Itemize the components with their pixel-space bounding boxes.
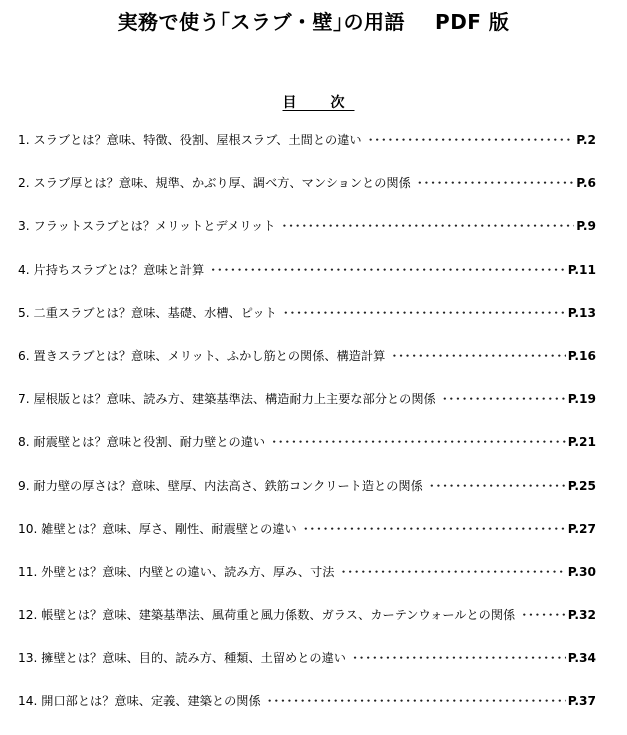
toc-entry-page: P.11	[567, 262, 596, 277]
toc-entry-page: P.16	[567, 348, 596, 363]
toc-entry-label: 11. 外壁とは？意味、内壁との違い、読み方、厚み、寸法	[18, 564, 335, 579]
toc-entry-page: P.19	[567, 392, 596, 407]
toc-entry-page: P.25	[567, 478, 596, 493]
toc-entry-label: 12. 帳壁とは？意味、建築基準法、風荷重と風力係数、ガラス、カーテンウォールとの関係	[18, 608, 516, 623]
toc-leader-dots	[352, 648, 566, 668]
toc-entry[interactable]	[18, 173, 596, 216]
toc-entry-page: P.30	[567, 564, 596, 579]
toc-leader-dots	[341, 562, 566, 582]
toc-entry[interactable]	[18, 519, 596, 562]
toc-entry[interactable]	[18, 389, 596, 432]
toc-entry[interactable]	[18, 605, 596, 648]
table-of-contents	[18, 130, 596, 735]
toc-entry[interactable]	[18, 216, 596, 259]
toc-leader-dots	[267, 691, 566, 711]
toc-entry[interactable]	[18, 130, 596, 173]
toc-entry-page: P.2	[576, 133, 596, 147]
toc-leader-dots	[283, 303, 566, 323]
toc-heading	[0, 92, 627, 112]
toc-entry-label: 5. 二重スラブとは？意味、基礎、水槽、ピット	[18, 305, 277, 320]
toc-entry-label: 2. スラブ厚とは？意味、規準、かぶり厚、調べ方、マンションとの関係	[18, 176, 411, 191]
toc-heading-text: 目 次	[282, 95, 355, 111]
toc-entry[interactable]	[18, 476, 596, 519]
toc-entry[interactable]	[18, 648, 596, 691]
toc-leader-dots	[281, 216, 574, 236]
document-title	[0, 6, 627, 35]
toc-entry-label: 4. 片持ちスラブとは？意味と計算	[18, 262, 205, 277]
toc-entry-page: P.9	[576, 219, 596, 234]
toc-entry-label: 13. 擁壁とは？意味、目的、読み方、種類、土留めとの違い	[18, 651, 346, 666]
toc-leader-dots	[442, 389, 566, 409]
toc-leader-dots	[303, 519, 566, 539]
toc-entry[interactable]	[18, 260, 596, 303]
document-title-suffix: PDF 版	[435, 10, 510, 34]
toc-leader-dots	[521, 605, 565, 625]
toc-leader-dots	[417, 173, 574, 193]
toc-leader-dots	[271, 432, 566, 452]
toc-entry[interactable]	[18, 562, 596, 605]
toc-entry-page: P.21	[567, 435, 596, 450]
document-title-main: 実務で使う｢スラブ・壁｣の用語	[117, 10, 406, 34]
toc-entry-page: P.6	[576, 176, 596, 191]
toc-entry[interactable]	[18, 432, 596, 475]
toc-entry-label: 6. 置きスラブとは？意味、メリット、ふかし筋との関係、構造計算	[18, 348, 386, 363]
toc-entry-page: P.34	[567, 651, 596, 666]
toc-entry-label: 7. 屋根版とは？意味、読み方、建築基準法、構造耐力上主要な部分との関係	[18, 392, 436, 407]
toc-entry-page: P.13	[567, 305, 596, 320]
toc-leader-dots	[391, 346, 565, 366]
toc-entry[interactable]	[18, 303, 596, 346]
toc-leader-dots	[429, 476, 566, 496]
toc-leader-dots	[368, 130, 575, 150]
toc-entry-label: 10. 雑壁とは？意味、厚さ、剛性、耐震壁との違い	[18, 521, 297, 536]
toc-entry-label: 1. スラブとは？意味、特徴、役割、屋根スラブ、土間との違い	[18, 133, 362, 147]
toc-entry-page: P.37	[567, 694, 596, 709]
toc-entry-label: 3. フラットスラブとは？メリットとデメリット	[18, 219, 276, 234]
toc-entry-page: P.32	[567, 608, 596, 623]
toc-entry-label: 9. 耐力壁の厚さは？意味、壁厚、内法高さ、鉄筋コンクリート造との関係	[18, 478, 423, 493]
toc-entry[interactable]	[18, 346, 596, 389]
toc-entry[interactable]	[18, 691, 596, 734]
toc-leader-dots	[210, 260, 566, 280]
toc-entry-label: 8. 耐震壁とは？意味と役割、耐力壁との違い	[18, 435, 266, 450]
toc-entry-page: P.27	[567, 521, 596, 536]
toc-entry-label: 14. 開口部とは？意味、定義、建築との関係	[18, 694, 261, 709]
